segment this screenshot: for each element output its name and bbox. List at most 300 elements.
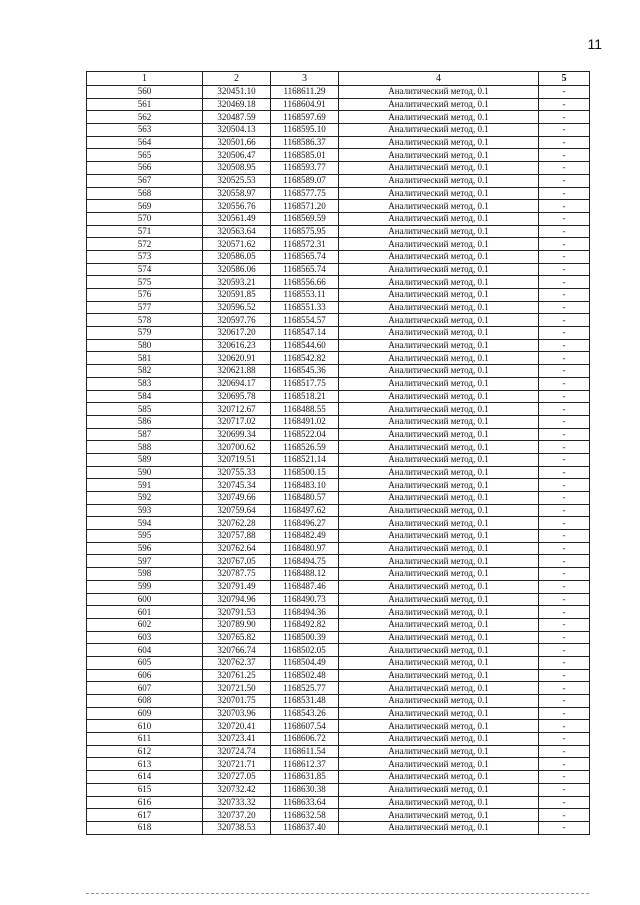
method-cell: Аналитический метод, 0.1: [339, 352, 539, 365]
y-coordinate-cell: 1168577.75: [271, 187, 339, 200]
y-coordinate-cell: 1168556.66: [271, 276, 339, 289]
table-row: [87, 745, 590, 758]
x-coordinate-cell: 320732.42: [203, 783, 271, 796]
x-coordinate-cell: 320791.49: [203, 580, 271, 593]
method-cell: Аналитический метод, 0.1: [339, 86, 539, 99]
header-cell: 1: [87, 72, 203, 86]
table-row: [87, 149, 590, 162]
table-row: [87, 98, 590, 111]
point-number-cell: 564: [87, 136, 203, 149]
table-row: [87, 200, 590, 213]
point-number-cell: 566: [87, 162, 203, 175]
note-cell: -: [539, 86, 590, 99]
y-coordinate-cell: 1168531.48: [271, 695, 339, 708]
table-row: [87, 212, 590, 225]
table-row: [87, 695, 590, 708]
y-coordinate-cell: 1168632.58: [271, 809, 339, 822]
method-cell: Аналитический метод, 0.1: [339, 720, 539, 733]
point-number-cell: 563: [87, 124, 203, 137]
table-row: [87, 428, 590, 441]
table-row: [87, 441, 590, 454]
x-coordinate-cell: 320759.64: [203, 504, 271, 517]
note-cell: -: [539, 644, 590, 657]
x-coordinate-cell: 320617.20: [203, 327, 271, 340]
point-number-cell: 571: [87, 225, 203, 238]
y-coordinate-cell: 1168521.14: [271, 453, 339, 466]
point-number-cell: 579: [87, 327, 203, 340]
note-cell: -: [539, 98, 590, 111]
method-cell: Аналитический метод, 0.1: [339, 695, 539, 708]
table-row: [87, 136, 590, 149]
y-coordinate-cell: 1168482.49: [271, 530, 339, 543]
point-number-cell: 609: [87, 707, 203, 720]
x-coordinate-cell: 320561.49: [203, 212, 271, 225]
y-coordinate-cell: 1168518.21: [271, 390, 339, 403]
table-row: [87, 542, 590, 555]
y-coordinate-cell: 1168522.04: [271, 428, 339, 441]
x-coordinate-cell: 320586.06: [203, 263, 271, 276]
method-cell: Аналитический метод, 0.1: [339, 771, 539, 784]
x-coordinate-cell: 320791.53: [203, 606, 271, 619]
method-cell: Аналитический метод, 0.1: [339, 644, 539, 657]
y-coordinate-cell: 1168502.05: [271, 644, 339, 657]
table-row: [87, 352, 590, 365]
note-cell: -: [539, 187, 590, 200]
table-row: [87, 783, 590, 796]
table-row: [87, 263, 590, 276]
y-coordinate-cell: 1168593.77: [271, 162, 339, 175]
point-number-cell: 569: [87, 200, 203, 213]
x-coordinate-cell: 320558.97: [203, 187, 271, 200]
note-cell: -: [539, 352, 590, 365]
method-cell: Аналитический метод, 0.1: [339, 504, 539, 517]
note-cell: -: [539, 593, 590, 606]
point-number-cell: 608: [87, 695, 203, 708]
method-cell: Аналитический метод, 0.1: [339, 745, 539, 758]
y-coordinate-cell: 1168631.85: [271, 771, 339, 784]
y-coordinate-cell: 1168496.27: [271, 517, 339, 530]
point-number-cell: 560: [87, 86, 203, 99]
y-coordinate-cell: 1168494.75: [271, 555, 339, 568]
point-number-cell: 603: [87, 631, 203, 644]
table-row: [87, 289, 590, 302]
note-cell: -: [539, 327, 590, 340]
method-cell: Аналитический метод, 0.1: [339, 263, 539, 276]
y-coordinate-cell: 1168480.57: [271, 492, 339, 505]
y-coordinate-cell: 1168488.12: [271, 568, 339, 581]
table-row: [87, 555, 590, 568]
note-cell: -: [539, 758, 590, 771]
note-cell: -: [539, 695, 590, 708]
point-number-cell: 581: [87, 352, 203, 365]
table-row: [87, 644, 590, 657]
table-row: [87, 301, 590, 314]
note-cell: -: [539, 263, 590, 276]
note-cell: -: [539, 453, 590, 466]
method-cell: Аналитический метод, 0.1: [339, 707, 539, 720]
x-coordinate-cell: 320487.59: [203, 111, 271, 124]
x-coordinate-cell: 320724.74: [203, 745, 271, 758]
point-number-cell: 567: [87, 174, 203, 187]
point-number-cell: 582: [87, 365, 203, 378]
table-row: [87, 86, 590, 99]
method-cell: Аналитический метод, 0.1: [339, 250, 539, 263]
note-cell: -: [539, 466, 590, 479]
x-coordinate-cell: 320762.64: [203, 542, 271, 555]
table-row: [87, 720, 590, 733]
point-number-cell: 576: [87, 289, 203, 302]
y-coordinate-cell: 1168545.36: [271, 365, 339, 378]
method-cell: Аналитический метод, 0.1: [339, 339, 539, 352]
y-coordinate-cell: 1168542.82: [271, 352, 339, 365]
method-cell: Аналитический метод, 0.1: [339, 403, 539, 416]
point-number-cell: 573: [87, 250, 203, 263]
y-coordinate-cell: 1168612.37: [271, 758, 339, 771]
point-number-cell: 587: [87, 428, 203, 441]
y-coordinate-cell: 1168483.10: [271, 479, 339, 492]
method-cell: Аналитический метод, 0.1: [339, 200, 539, 213]
y-coordinate-cell: 1168572.31: [271, 238, 339, 251]
table-row: [87, 403, 590, 416]
y-coordinate-cell: 1168571.20: [271, 200, 339, 213]
method-cell: Аналитический метод, 0.1: [339, 377, 539, 390]
note-cell: -: [539, 821, 590, 834]
note-cell: -: [539, 289, 590, 302]
point-number-cell: 605: [87, 656, 203, 669]
method-cell: Аналитический метод, 0.1: [339, 821, 539, 834]
y-coordinate-cell: 1168490.73: [271, 593, 339, 606]
point-number-cell: 610: [87, 720, 203, 733]
point-number-cell: 617: [87, 809, 203, 822]
table-row: [87, 479, 590, 492]
table-row: [87, 162, 590, 175]
note-cell: -: [539, 682, 590, 695]
point-number-cell: 561: [87, 98, 203, 111]
note-cell: -: [539, 441, 590, 454]
y-coordinate-cell: 1168565.74: [271, 263, 339, 276]
table-row: [87, 339, 590, 352]
note-cell: -: [539, 377, 590, 390]
note-cell: -: [539, 720, 590, 733]
table-row: [87, 809, 590, 822]
y-coordinate-cell: 1168492.82: [271, 618, 339, 631]
table-row: [87, 238, 590, 251]
note-cell: -: [539, 174, 590, 187]
note-cell: -: [539, 771, 590, 784]
note-cell: -: [539, 555, 590, 568]
x-coordinate-cell: 320762.28: [203, 517, 271, 530]
header-cell: 2: [203, 72, 271, 86]
x-coordinate-cell: 320755.33: [203, 466, 271, 479]
point-number-cell: 572: [87, 238, 203, 251]
y-coordinate-cell: 1168487.46: [271, 580, 339, 593]
method-cell: Аналитический метод, 0.1: [339, 441, 539, 454]
table-row: [87, 314, 590, 327]
x-coordinate-cell: 320596.52: [203, 301, 271, 314]
method-cell: Аналитический метод, 0.1: [339, 453, 539, 466]
table-row: [87, 327, 590, 340]
table-row: [87, 466, 590, 479]
note-cell: -: [539, 606, 590, 619]
note-cell: -: [539, 796, 590, 809]
point-number-cell: 604: [87, 644, 203, 657]
y-coordinate-cell: 1168544.60: [271, 339, 339, 352]
y-coordinate-cell: 1168500.39: [271, 631, 339, 644]
method-cell: Аналитический метод, 0.1: [339, 555, 539, 568]
method-cell: Аналитический метод, 0.1: [339, 517, 539, 530]
x-coordinate-cell: 320765.82: [203, 631, 271, 644]
point-number-cell: 595: [87, 530, 203, 543]
y-coordinate-cell: 1168491.02: [271, 415, 339, 428]
y-coordinate-cell: 1168575.95: [271, 225, 339, 238]
table-row: [87, 276, 590, 289]
y-coordinate-cell: 1168565.74: [271, 250, 339, 263]
note-cell: -: [539, 568, 590, 581]
point-number-cell: 570: [87, 212, 203, 225]
y-coordinate-cell: 1168606.72: [271, 733, 339, 746]
note-cell: -: [539, 492, 590, 505]
x-coordinate-cell: 320469.18: [203, 98, 271, 111]
x-coordinate-cell: 320563.64: [203, 225, 271, 238]
table-row: [87, 796, 590, 809]
x-coordinate-cell: 320767.05: [203, 555, 271, 568]
table-row: [87, 593, 590, 606]
point-number-cell: 601: [87, 606, 203, 619]
y-coordinate-cell: 1168500.15: [271, 466, 339, 479]
table-row: [87, 530, 590, 543]
x-coordinate-cell: 320745.34: [203, 479, 271, 492]
y-coordinate-cell: 1168554.57: [271, 314, 339, 327]
method-cell: Аналитический метод, 0.1: [339, 656, 539, 669]
method-cell: Аналитический метод, 0.1: [339, 390, 539, 403]
method-cell: Аналитический метод, 0.1: [339, 289, 539, 302]
method-cell: Аналитический метод, 0.1: [339, 149, 539, 162]
note-cell: -: [539, 200, 590, 213]
x-coordinate-cell: 320616.23: [203, 339, 271, 352]
point-number-cell: 584: [87, 390, 203, 403]
page-number: 11: [587, 36, 602, 52]
note-cell: -: [539, 301, 590, 314]
header-cell: 3: [271, 72, 339, 86]
note-cell: -: [539, 250, 590, 263]
method-cell: Аналитический метод, 0.1: [339, 669, 539, 682]
note-cell: -: [539, 618, 590, 631]
point-number-cell: 589: [87, 453, 203, 466]
coordinates-table: [86, 71, 590, 835]
y-coordinate-cell: 1168569.59: [271, 212, 339, 225]
method-cell: Аналитический метод, 0.1: [339, 225, 539, 238]
y-coordinate-cell: 1168597.69: [271, 111, 339, 124]
method-cell: Аналитический метод, 0.1: [339, 809, 539, 822]
point-number-cell: 568: [87, 187, 203, 200]
table-row: [87, 390, 590, 403]
x-coordinate-cell: 320504.13: [203, 124, 271, 137]
y-coordinate-cell: 1168586.37: [271, 136, 339, 149]
x-coordinate-cell: 320699.34: [203, 428, 271, 441]
y-coordinate-cell: 1168547.14: [271, 327, 339, 340]
x-coordinate-cell: 320508.95: [203, 162, 271, 175]
point-number-cell: 577: [87, 301, 203, 314]
method-cell: Аналитический метод, 0.1: [339, 580, 539, 593]
x-coordinate-cell: 320451.10: [203, 86, 271, 99]
y-coordinate-cell: 1168502.48: [271, 669, 339, 682]
x-coordinate-cell: 320586.05: [203, 250, 271, 263]
table-row: [87, 492, 590, 505]
x-coordinate-cell: 320571.62: [203, 238, 271, 251]
y-coordinate-cell: 1168637.40: [271, 821, 339, 834]
x-coordinate-cell: 320501.66: [203, 136, 271, 149]
method-cell: Аналитический метод, 0.1: [339, 301, 539, 314]
method-cell: Аналитический метод, 0.1: [339, 428, 539, 441]
table-row: [87, 631, 590, 644]
note-cell: -: [539, 669, 590, 682]
table-row: [87, 174, 590, 187]
table-row: [87, 618, 590, 631]
x-coordinate-cell: 320733.32: [203, 796, 271, 809]
table-row: [87, 225, 590, 238]
method-cell: Аналитический метод, 0.1: [339, 111, 539, 124]
method-cell: Аналитический метод, 0.1: [339, 796, 539, 809]
table-row: [87, 250, 590, 263]
point-number-cell: 613: [87, 758, 203, 771]
y-coordinate-cell: 1168488.55: [271, 403, 339, 416]
note-cell: -: [539, 530, 590, 543]
point-number-cell: 592: [87, 492, 203, 505]
point-number-cell: 616: [87, 796, 203, 809]
method-cell: Аналитический метод, 0.1: [339, 783, 539, 796]
x-coordinate-cell: 320593.21: [203, 276, 271, 289]
point-number-cell: 614: [87, 771, 203, 784]
table-row: [87, 111, 590, 124]
header-cell: 5: [539, 72, 590, 86]
point-number-cell: 591: [87, 479, 203, 492]
note-cell: -: [539, 504, 590, 517]
y-coordinate-cell: 1168633.64: [271, 796, 339, 809]
table-row: [87, 453, 590, 466]
x-coordinate-cell: 320723.41: [203, 733, 271, 746]
note-cell: -: [539, 403, 590, 416]
method-cell: Аналитический метод, 0.1: [339, 162, 539, 175]
point-number-cell: 615: [87, 783, 203, 796]
y-coordinate-cell: 1168497.62: [271, 504, 339, 517]
point-number-cell: 618: [87, 821, 203, 834]
x-coordinate-cell: 320719.51: [203, 453, 271, 466]
point-number-cell: 607: [87, 682, 203, 695]
table-row: [87, 669, 590, 682]
y-coordinate-cell: 1168494.36: [271, 606, 339, 619]
point-number-cell: 575: [87, 276, 203, 289]
x-coordinate-cell: 320737.20: [203, 809, 271, 822]
method-cell: Аналитический метод, 0.1: [339, 631, 539, 644]
method-cell: Аналитический метод, 0.1: [339, 733, 539, 746]
table-row: [87, 568, 590, 581]
x-coordinate-cell: 320761.25: [203, 669, 271, 682]
x-coordinate-cell: 320720.41: [203, 720, 271, 733]
table-row: [87, 365, 590, 378]
table-header-row: [87, 72, 590, 86]
y-coordinate-cell: 1168525.77: [271, 682, 339, 695]
note-cell: -: [539, 631, 590, 644]
note-cell: -: [539, 314, 590, 327]
method-cell: Аналитический метод, 0.1: [339, 568, 539, 581]
method-cell: Аналитический метод, 0.1: [339, 492, 539, 505]
y-coordinate-cell: 1168611.29: [271, 86, 339, 99]
point-number-cell: 593: [87, 504, 203, 517]
point-number-cell: 586: [87, 415, 203, 428]
y-coordinate-cell: 1168480.97: [271, 542, 339, 555]
method-cell: Аналитический метод, 0.1: [339, 606, 539, 619]
table-row: [87, 606, 590, 619]
x-coordinate-cell: 320597.76: [203, 314, 271, 327]
point-number-cell: 590: [87, 466, 203, 479]
table-row: [87, 124, 590, 137]
method-cell: Аналитический метод, 0.1: [339, 542, 539, 555]
point-number-cell: 565: [87, 149, 203, 162]
point-number-cell: 588: [87, 441, 203, 454]
method-cell: Аналитический метод, 0.1: [339, 174, 539, 187]
x-coordinate-cell: 320506.47: [203, 149, 271, 162]
point-number-cell: 594: [87, 517, 203, 530]
x-coordinate-cell: 320762.37: [203, 656, 271, 669]
method-cell: Аналитический метод, 0.1: [339, 276, 539, 289]
x-coordinate-cell: 320525.53: [203, 174, 271, 187]
method-cell: Аналитический метод, 0.1: [339, 618, 539, 631]
note-cell: -: [539, 415, 590, 428]
x-coordinate-cell: 320694.17: [203, 377, 271, 390]
table-row: [87, 187, 590, 200]
method-cell: Аналитический метод, 0.1: [339, 327, 539, 340]
method-cell: Аналитический метод, 0.1: [339, 187, 539, 200]
note-cell: -: [539, 136, 590, 149]
x-coordinate-cell: 320787.75: [203, 568, 271, 581]
table-row: [87, 758, 590, 771]
point-number-cell: 574: [87, 263, 203, 276]
x-coordinate-cell: 320701.75: [203, 695, 271, 708]
note-cell: -: [539, 238, 590, 251]
y-coordinate-cell: 1168504.49: [271, 656, 339, 669]
x-coordinate-cell: 320703.96: [203, 707, 271, 720]
note-cell: -: [539, 124, 590, 137]
note-cell: -: [539, 276, 590, 289]
note-cell: -: [539, 225, 590, 238]
y-coordinate-cell: 1168607.54: [271, 720, 339, 733]
method-cell: Аналитический метод, 0.1: [339, 238, 539, 251]
y-coordinate-cell: 1168630.38: [271, 783, 339, 796]
point-number-cell: 583: [87, 377, 203, 390]
point-number-cell: 562: [87, 111, 203, 124]
note-cell: -: [539, 580, 590, 593]
x-coordinate-cell: 320591.85: [203, 289, 271, 302]
x-coordinate-cell: 320712.67: [203, 403, 271, 416]
method-cell: Аналитический метод, 0.1: [339, 314, 539, 327]
table-row: [87, 821, 590, 834]
method-cell: Аналитический метод, 0.1: [339, 415, 539, 428]
note-cell: -: [539, 365, 590, 378]
point-number-cell: 600: [87, 593, 203, 606]
y-coordinate-cell: 1168589.07: [271, 174, 339, 187]
note-cell: -: [539, 733, 590, 746]
method-cell: Аналитический метод, 0.1: [339, 365, 539, 378]
header-cell: 4: [339, 72, 539, 86]
note-cell: -: [539, 745, 590, 758]
y-coordinate-cell: 1168526.59: [271, 441, 339, 454]
x-coordinate-cell: 320749.66: [203, 492, 271, 505]
note-cell: -: [539, 212, 590, 225]
method-cell: Аналитический метод, 0.1: [339, 479, 539, 492]
note-cell: -: [539, 707, 590, 720]
note-cell: -: [539, 428, 590, 441]
table-row: [87, 415, 590, 428]
